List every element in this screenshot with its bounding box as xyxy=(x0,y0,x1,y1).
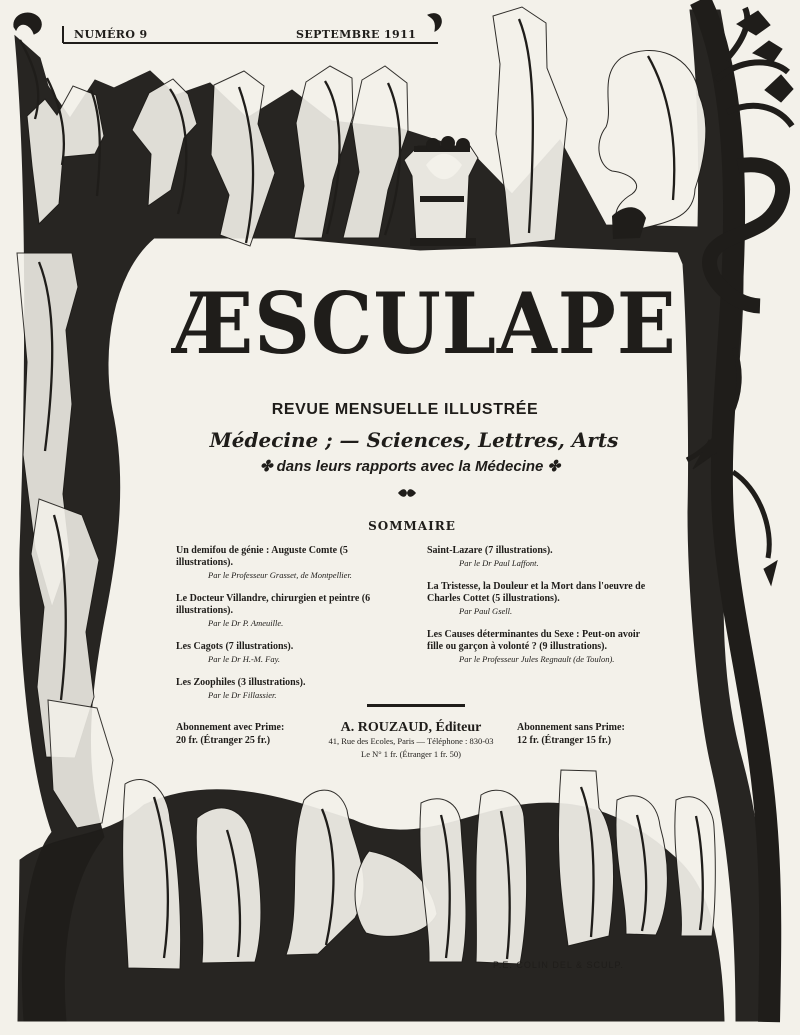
article-title: La Tristesse, la Douleur et la Mort dans l'oeuvre de Charles Cottet (5 illustrations). xyxy=(427,581,646,604)
article-author: Par le Professeur Grasset, de Montpellier. xyxy=(208,570,352,580)
publisher-info xyxy=(315,721,507,761)
contents-entry xyxy=(427,581,657,616)
masthead-title: ÆSCULAPE xyxy=(173,274,677,373)
subscription-without-premium-label: Abonnement sans Prime: xyxy=(517,722,625,733)
issue-number: NUMÉRO 9 xyxy=(74,28,148,41)
issue-date: SEPTEMBRE 1911 xyxy=(296,28,417,41)
artist-signature: P.E. COLIN DEL & SCULP. xyxy=(493,960,624,970)
publisher-name: A. ROUZAUD, Éditeur xyxy=(340,720,482,735)
contents-entry xyxy=(176,593,406,628)
contents-entry xyxy=(176,545,406,580)
section-ornament xyxy=(397,487,417,499)
contents-entry xyxy=(176,677,406,700)
contents-entry xyxy=(427,629,657,664)
contents-entry xyxy=(176,641,406,664)
article-author: Par le Professeur Jules Regnault (de Toulon). xyxy=(459,654,615,664)
subscription-without-premium-price: 12 fr. (Étranger 15 fr.) xyxy=(517,735,612,746)
footer-divider xyxy=(367,704,465,707)
masthead-tagline: Médecine ; — Sciences, Lettres, Arts xyxy=(209,428,619,452)
article-title: Les Cagots (7 illustrations). xyxy=(176,641,294,652)
article-author: Par le Dr Paul Laffont. xyxy=(459,558,539,568)
contents-right-column xyxy=(427,545,657,677)
article-author: Par Paul Gsell. xyxy=(459,606,513,616)
article-author: Par le Dr H.-M. Fay. xyxy=(208,654,281,664)
publisher-address: 41, Rue des Ecoles, Paris — Téléphone : 830-03 xyxy=(328,736,494,746)
article-author: Par le Dr P. Ameuille. xyxy=(208,618,284,628)
masthead-tagline-secondary: ✤ dans leurs rapports avec la Médecine ✤ xyxy=(259,458,561,475)
issue-price: Le N° 1 fr. (Étranger 1 fr. 50) xyxy=(361,749,461,759)
subscription-without-premium xyxy=(517,721,649,747)
masthead-subtitle: REVUE MENSUELLE ILLUSTRÉE xyxy=(271,401,539,418)
contents-heading: SOMMAIRE xyxy=(368,519,456,533)
article-author: Par le Dr Fillassier. xyxy=(208,690,277,700)
contents-left-column xyxy=(176,545,406,713)
subscription-with-premium xyxy=(176,721,306,747)
article-title: Les Zoophiles (3 illustrations). xyxy=(176,677,306,688)
article-title: Un demifou de génie : Auguste Comte (5 illustrations). xyxy=(176,545,348,568)
article-title: Saint-Lazare (7 illustrations). xyxy=(427,545,553,556)
article-title: Le Docteur Villandre, chirurgien et peintre (6 illustrations). xyxy=(176,593,371,616)
contents-entry xyxy=(427,545,657,568)
article-title: Les Causes déterminantes du Sexe : Peut-on avoir fille ou garçon à volonté ? (9 illustrations). xyxy=(427,629,640,652)
subscription-with-premium-label: Abonnement avec Prime: xyxy=(176,722,285,733)
subscription-with-premium-price: 20 fr. (Étranger 25 fr.) xyxy=(176,735,271,746)
issue-header xyxy=(64,24,436,44)
